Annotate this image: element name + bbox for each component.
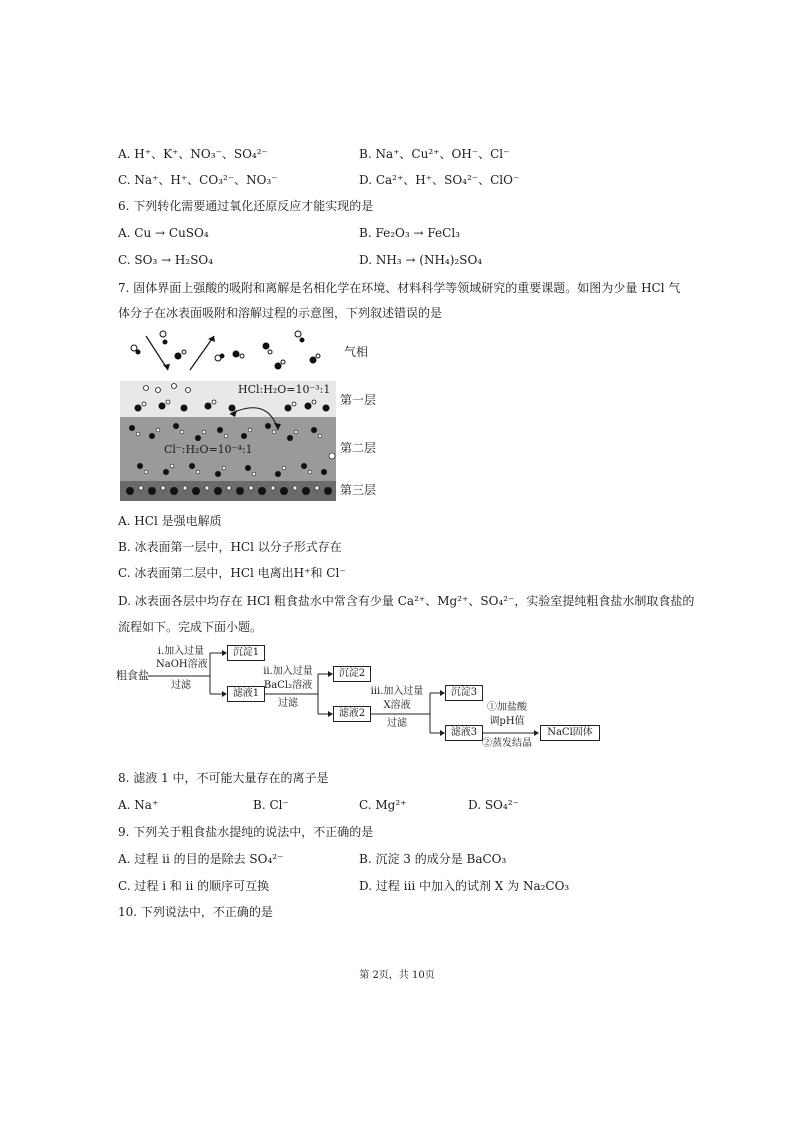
q6-stem: 6. 下列转化需要通过氧化还原反应才能实现的是 — [118, 199, 374, 213]
q5-option-d: D. Ca²⁺、H⁺、SO₄²⁻、ClO⁻ — [359, 173, 520, 187]
ratio-layer1: HCl:H₂O=10⁻³:1 — [238, 383, 331, 396]
flow-step1-bot: 过滤 — [171, 680, 191, 691]
flow-step3-top: iii.加入过量 — [370, 686, 424, 697]
q9-option-b: B. 沉淀 3 的成分是 BaCO₃ — [359, 852, 507, 866]
flow-product: NaCl固体 — [540, 725, 600, 741]
flow-step2-top: ii.加入过量 — [263, 666, 313, 677]
flow-filtrate2: 滤液2 — [333, 706, 371, 722]
q9-option-c: C. 过程 i 和 ii 的顺序可互换 — [118, 879, 270, 893]
flow-filtrate1: 滤液1 — [227, 686, 265, 702]
page-footer: 第 2页，共 10页 — [359, 970, 435, 981]
q6-option-b: B. Fe₂O₃ → FeCl₃ — [359, 226, 460, 240]
q7-option-a: A. HCl 是强电解质 — [118, 514, 222, 528]
flow-precip3: 沉淀3 — [445, 685, 483, 701]
q8-option-a: A. Na⁺ — [118, 798, 159, 812]
flow-step4-bot: ②蒸发结晶 — [482, 738, 532, 749]
q9-stem: 9. 下列关于粗食盐水提纯的说法中，不正确的是 — [118, 825, 374, 839]
q5-option-b: B. Na⁺、Cu²⁺、OH⁻、Cl⁻ — [359, 147, 510, 161]
flow-step2-bot: 过滤 — [278, 698, 298, 709]
q10-stem: 10. 下列说法中，不正确的是 — [118, 905, 273, 919]
label-layer1: 第一层 — [340, 393, 377, 407]
flow-step4-top2: 调pH值 — [489, 716, 525, 727]
flow-step1-mid: NaOH溶液 — [156, 659, 208, 670]
q7-stem-line2: 体分子在冰表面吸附和溶解过程的示意图，下列叙述错误的是 — [118, 306, 443, 320]
flow-step1-top: i.加入过量 — [157, 646, 205, 657]
q7-option-d-line2: 流程如下。完成下面小题。 — [118, 620, 263, 634]
q5-option-c: C. Na⁺、H⁺、CO₃²⁻、NO₃⁻ — [118, 173, 278, 187]
q8-option-b: B. Cl⁻ — [253, 798, 289, 812]
label-gas-phase: 气相 — [344, 345, 369, 359]
flow-step3-bot: 过滤 — [387, 718, 407, 729]
q7-option-c: C. 冰表面第二层中，HCl 电离出H⁺和 Cl⁻ — [118, 566, 346, 580]
q7-option-d-line1: D. 冰表面各层中均存在 HCl 粗食盐水中常含有少量 Ca²⁺、Mg²⁺、SO₄²⁻，实验室提纯粗食盐水制取食盐的 — [118, 594, 695, 608]
q6-option-c: C. SO₃ → H₂SO₄ — [118, 253, 214, 267]
q6-option-d: D. NH₃ → (NH₄)₂SO₄ — [359, 253, 483, 267]
q7-stem-line1: 7. 固体界面上强酸的吸附和离解是名相化学在环境、材料科学等领域研究的重要课题。如图为少量 HCl 气 — [118, 281, 681, 295]
purification-flowchart — [116, 640, 606, 755]
q9-option-d: D. 过程 iii 中加入的试剂 X 为 Na₂CO₃ — [359, 879, 570, 893]
q8-option-c: C. Mg²⁺ — [359, 798, 407, 812]
q9-option-a: A. 过程 ii 的目的是除去 SO₄²⁻ — [118, 852, 284, 866]
label-layer3: 第三层 — [340, 483, 377, 497]
ice-surface-figure — [118, 326, 398, 504]
flow-start: 粗食盐 — [116, 669, 149, 682]
q5-option-a: A. H⁺、K⁺、NO₃⁻、SO₄²⁻ — [118, 147, 268, 161]
label-layer2: 第二层 — [340, 441, 377, 455]
q8-option-d: D. SO₄²⁻ — [468, 798, 519, 812]
flow-step3-mid: X溶液 — [383, 700, 411, 711]
flow-precip2: 沉淀2 — [333, 666, 371, 682]
flow-precip1: 沉淀1 — [227, 645, 265, 661]
flow-step2-mid: BaCl₂溶液 — [263, 680, 313, 691]
q6-option-a: A. Cu → CuSO₄ — [118, 226, 209, 240]
q7-option-b: B. 冰表面第一层中，HCl 以分子形式存在 — [118, 540, 342, 554]
ratio-layer2: Cl⁻:H₂O=10⁻⁴:1 — [164, 443, 253, 456]
flow-step4-top1: ①加盐酸 — [487, 702, 527, 713]
q8-stem: 8. 滤液 1 中，不可能大量存在的离子是 — [118, 771, 329, 785]
flow-filtrate3: 滤液3 — [445, 725, 483, 741]
